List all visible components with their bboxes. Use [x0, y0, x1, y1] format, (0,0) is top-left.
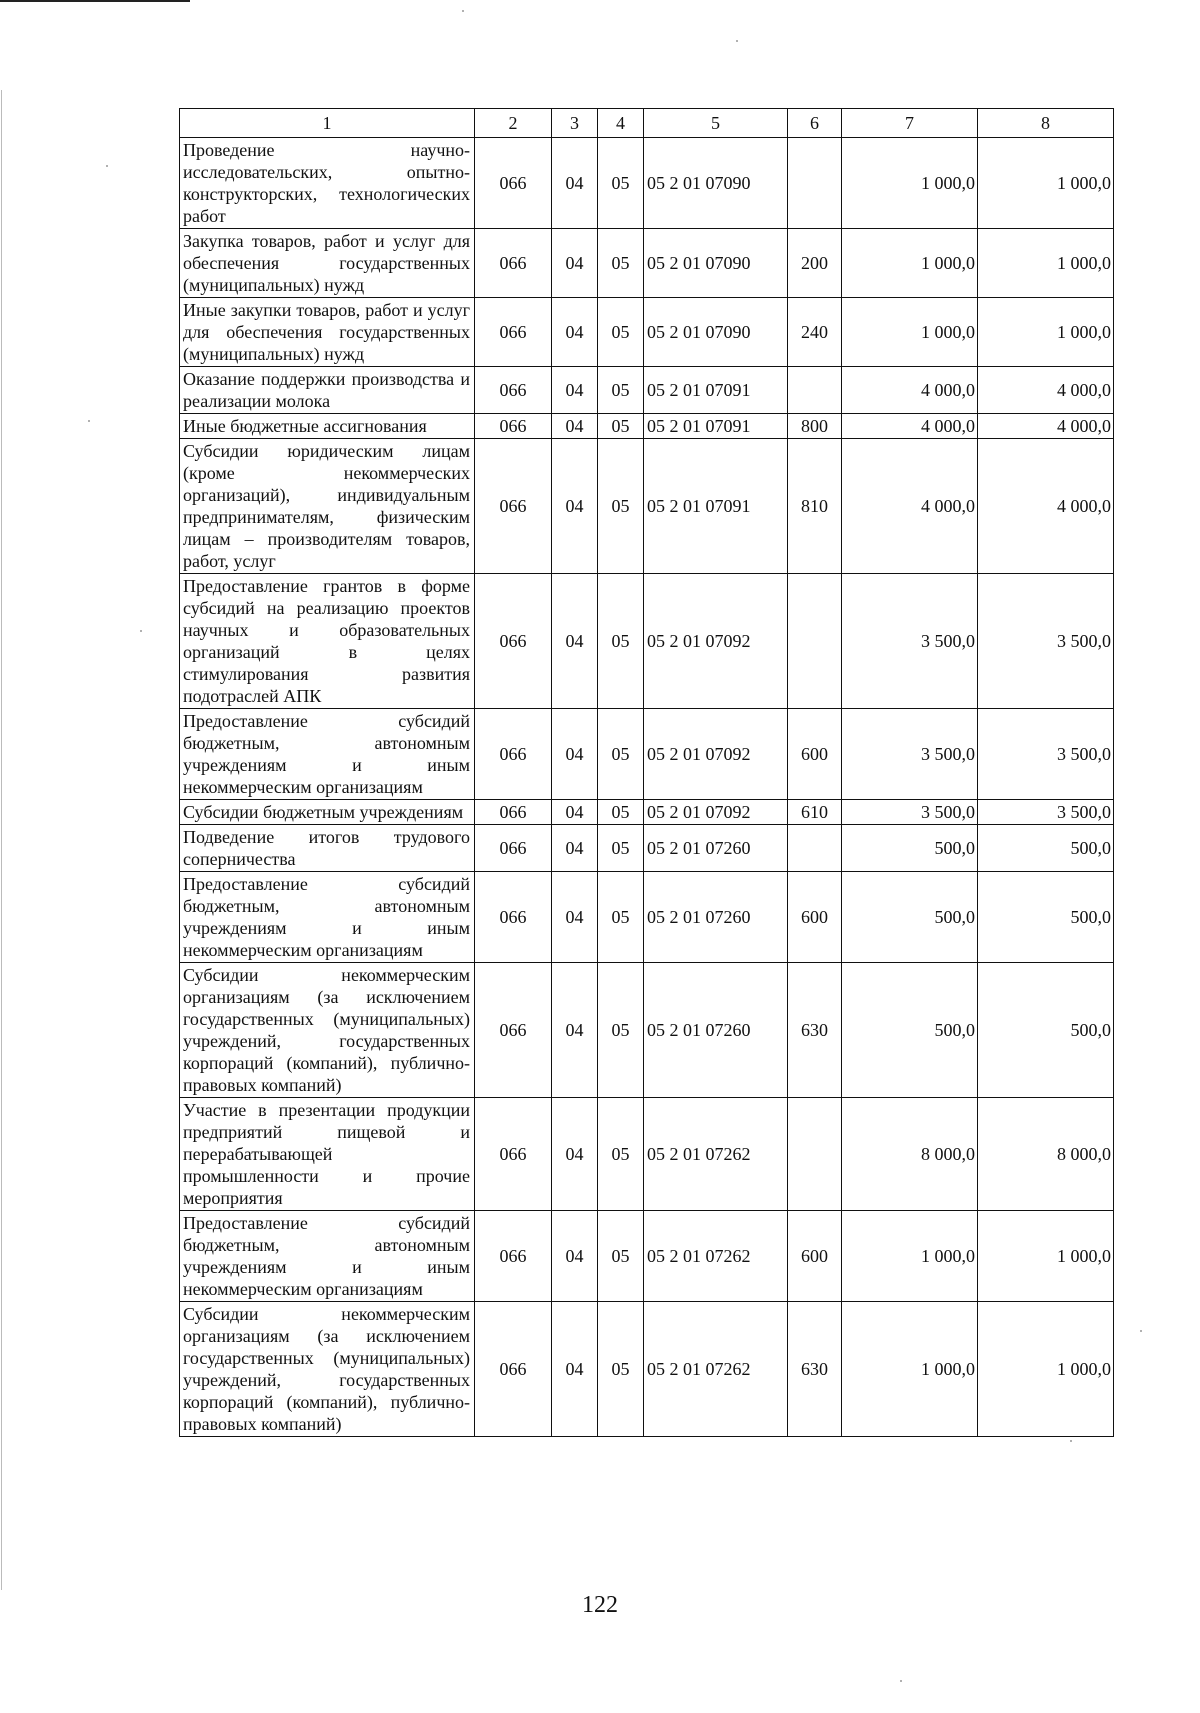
subsection-code: 05: [598, 1211, 644, 1302]
item-name: Предоставление субсидий бюджетным, автономным учреждениям и иным некоммерческим организациям: [180, 709, 475, 800]
scan-margin-line: [1, 90, 2, 1590]
subsection-code: 05: [598, 825, 644, 872]
section-code: 04: [552, 872, 598, 963]
expense-type-code: 630: [788, 1302, 842, 1437]
ministry-code: 066: [475, 825, 552, 872]
amount-col8: 1 000,0: [978, 1211, 1114, 1302]
target-article-code: 05 2 01 07260: [644, 872, 788, 963]
subsection-code: 05: [598, 872, 644, 963]
expense-type-code: 600: [788, 1211, 842, 1302]
amount-col8: 1 000,0: [978, 298, 1114, 367]
item-name: Субсидии некоммерческим организациям (за исключением государственных (муниципальных) учреждений, государственных корпораций (компаний), публично-правовых компаний): [180, 1302, 475, 1437]
section-code: 04: [552, 298, 598, 367]
ministry-code: 066: [475, 229, 552, 298]
amount-col7: 1 000,0: [842, 298, 978, 367]
table-row: [180, 574, 1114, 709]
table-row: [180, 825, 1114, 872]
column-header: 1: [180, 109, 475, 138]
subsection-code: 05: [598, 1302, 644, 1437]
subsection-code: 05: [598, 367, 644, 414]
target-article-code: 05 2 01 07090: [644, 229, 788, 298]
expense-type-code: [788, 1098, 842, 1211]
section-code: 04: [552, 229, 598, 298]
scan-speck: [736, 40, 738, 42]
expense-type-code: 200: [788, 229, 842, 298]
amount-col8: 1 000,0: [978, 229, 1114, 298]
target-article-code: 05 2 01 07262: [644, 1098, 788, 1211]
item-name: Иные бюджетные ассигнования: [180, 414, 475, 439]
expense-type-code: [788, 367, 842, 414]
scan-speck: [88, 420, 90, 422]
amount-col7: 3 500,0: [842, 709, 978, 800]
amount-col8: 4 000,0: [978, 439, 1114, 574]
table-row: [180, 963, 1114, 1098]
target-article-code: 05 2 01 07092: [644, 574, 788, 709]
item-name: Проведение научно-исследовательских, опытно-конструкторских, технологических работ: [180, 138, 475, 229]
column-header: 6: [788, 109, 842, 138]
subsection-code: 05: [598, 709, 644, 800]
expense-type-code: 610: [788, 800, 842, 825]
ministry-code: 066: [475, 414, 552, 439]
section-code: 04: [552, 138, 598, 229]
table-row: [180, 229, 1114, 298]
column-header: 3: [552, 109, 598, 138]
amount-col8: 4 000,0: [978, 414, 1114, 439]
table-row: [180, 439, 1114, 574]
ministry-code: 066: [475, 872, 552, 963]
item-name: Закупка товаров, работ и услуг для обеспечения государственных (муниципальных) нужд: [180, 229, 475, 298]
target-article-code: 05 2 01 07091: [644, 414, 788, 439]
scan-speck: [106, 165, 108, 167]
target-article-code: 05 2 01 07090: [644, 138, 788, 229]
section-code: 04: [552, 825, 598, 872]
section-code: 04: [552, 1302, 598, 1437]
ministry-code: 066: [475, 963, 552, 1098]
subsection-code: 05: [598, 963, 644, 1098]
column-header: 4: [598, 109, 644, 138]
subsection-code: 05: [598, 229, 644, 298]
section-code: 04: [552, 1098, 598, 1211]
amount-col7: 4 000,0: [842, 414, 978, 439]
item-name: Оказание поддержки производства и реализации молока: [180, 367, 475, 414]
section-code: 04: [552, 800, 598, 825]
column-header: 5: [644, 109, 788, 138]
ministry-code: 066: [475, 298, 552, 367]
amount-col8: 3 500,0: [978, 800, 1114, 825]
target-article-code: 05 2 01 07092: [644, 800, 788, 825]
target-article-code: 05 2 01 07091: [644, 367, 788, 414]
item-name: Предоставление субсидий бюджетным, автономным учреждениям и иным некоммерческим организациям: [180, 872, 475, 963]
amount-col7: 4 000,0: [842, 367, 978, 414]
amount-col7: 500,0: [842, 963, 978, 1098]
expense-type-code: 600: [788, 709, 842, 800]
subsection-code: 05: [598, 414, 644, 439]
section-code: 04: [552, 963, 598, 1098]
subsection-code: 05: [598, 298, 644, 367]
amount-col7: 1 000,0: [842, 1302, 978, 1437]
subsection-code: 05: [598, 1098, 644, 1211]
section-code: 04: [552, 574, 598, 709]
scan-speck: [462, 10, 464, 12]
ministry-code: 066: [475, 574, 552, 709]
table-row: [180, 138, 1114, 229]
ministry-code: 066: [475, 1302, 552, 1437]
expense-type-code: [788, 825, 842, 872]
item-name: Субсидии юридическим лицам (кроме некоммерческих организаций), индивидуальным предпринимателям, физическим лицам – производителям товаров, работ, услуг: [180, 439, 475, 574]
amount-col7: 1 000,0: [842, 1211, 978, 1302]
amount-col7: 500,0: [842, 825, 978, 872]
ministry-code: 066: [475, 800, 552, 825]
item-name: Субсидии некоммерческим организациям (за исключением государственных (муниципальных) учреждений, государственных корпораций (компаний), публично-правовых компаний): [180, 963, 475, 1098]
target-article-code: 05 2 01 07260: [644, 825, 788, 872]
table-row: [180, 1098, 1114, 1211]
target-article-code: 05 2 01 07091: [644, 439, 788, 574]
scan-edge-line: [0, 0, 190, 2]
subsection-code: 05: [598, 800, 644, 825]
table-header-row: [180, 109, 1114, 138]
ministry-code: 066: [475, 439, 552, 574]
table-row: [180, 1211, 1114, 1302]
amount-col8: 4 000,0: [978, 367, 1114, 414]
amount-col8: 1 000,0: [978, 1302, 1114, 1437]
ministry-code: 066: [475, 709, 552, 800]
target-article-code: 05 2 01 07092: [644, 709, 788, 800]
page-number: 122: [582, 1592, 618, 1618]
target-article-code: 05 2 01 07260: [644, 963, 788, 1098]
scan-speck: [900, 1680, 902, 1682]
scan-speck: [140, 630, 142, 632]
expense-type-code: 600: [788, 872, 842, 963]
subsection-code: 05: [598, 138, 644, 229]
ministry-code: 066: [475, 138, 552, 229]
amount-col7: 3 500,0: [842, 800, 978, 825]
ministry-code: 066: [475, 367, 552, 414]
budget-allocation-table: [179, 108, 1114, 1437]
column-header: 8: [978, 109, 1114, 138]
item-name: Подведение итогов трудового соперничества: [180, 825, 475, 872]
ministry-code: 066: [475, 1098, 552, 1211]
table-row: [180, 298, 1114, 367]
section-code: 04: [552, 1211, 598, 1302]
target-article-code: 05 2 01 07262: [644, 1302, 788, 1437]
amount-col7: 1 000,0: [842, 138, 978, 229]
expense-type-code: 800: [788, 414, 842, 439]
amount-col7: 3 500,0: [842, 574, 978, 709]
column-header: 7: [842, 109, 978, 138]
amount-col8: 8 000,0: [978, 1098, 1114, 1211]
amount-col8: 500,0: [978, 872, 1114, 963]
table-row: [180, 1302, 1114, 1437]
amount-col8: 1 000,0: [978, 138, 1114, 229]
item-name: Предоставление грантов в форме субсидий на реализацию проектов научных и образовательных организаций в целях стимулирования развития подотраслей АПК: [180, 574, 475, 709]
subsection-code: 05: [598, 574, 644, 709]
target-article-code: 05 2 01 07262: [644, 1211, 788, 1302]
item-name: Иные закупки товаров, работ и услуг для обеспечения государственных (муниципальных) нужд: [180, 298, 475, 367]
item-name: Предоставление субсидий бюджетным, автономным учреждениям и иным некоммерческим организациям: [180, 1211, 475, 1302]
amount-col8: 500,0: [978, 825, 1114, 872]
amount-col7: 500,0: [842, 872, 978, 963]
table-row: [180, 800, 1114, 825]
column-header: 2: [475, 109, 552, 138]
amount-col8: 3 500,0: [978, 709, 1114, 800]
table-row: [180, 414, 1114, 439]
target-article-code: 05 2 01 07090: [644, 298, 788, 367]
amount-col7: 4 000,0: [842, 439, 978, 574]
section-code: 04: [552, 439, 598, 574]
amount-col7: 1 000,0: [842, 229, 978, 298]
expense-type-code: [788, 138, 842, 229]
item-name: Субсидии бюджетным учреждениям: [180, 800, 475, 825]
section-code: 04: [552, 367, 598, 414]
amount-col7: 8 000,0: [842, 1098, 978, 1211]
amount-col8: 500,0: [978, 963, 1114, 1098]
subsection-code: 05: [598, 439, 644, 574]
expense-type-code: 810: [788, 439, 842, 574]
amount-col8: 3 500,0: [978, 574, 1114, 709]
section-code: 04: [552, 414, 598, 439]
scan-speck: [1070, 1440, 1072, 1442]
table-row: [180, 872, 1114, 963]
scan-speck: [1140, 1330, 1142, 1332]
table-row: [180, 709, 1114, 800]
expense-type-code: 630: [788, 963, 842, 1098]
table-row: [180, 367, 1114, 414]
expense-type-code: [788, 574, 842, 709]
expense-type-code: 240: [788, 298, 842, 367]
item-name: Участие в презентации продукции предприятий пищевой и перерабатывающей промышленности и прочие мероприятия: [180, 1098, 475, 1211]
section-code: 04: [552, 709, 598, 800]
ministry-code: 066: [475, 1211, 552, 1302]
